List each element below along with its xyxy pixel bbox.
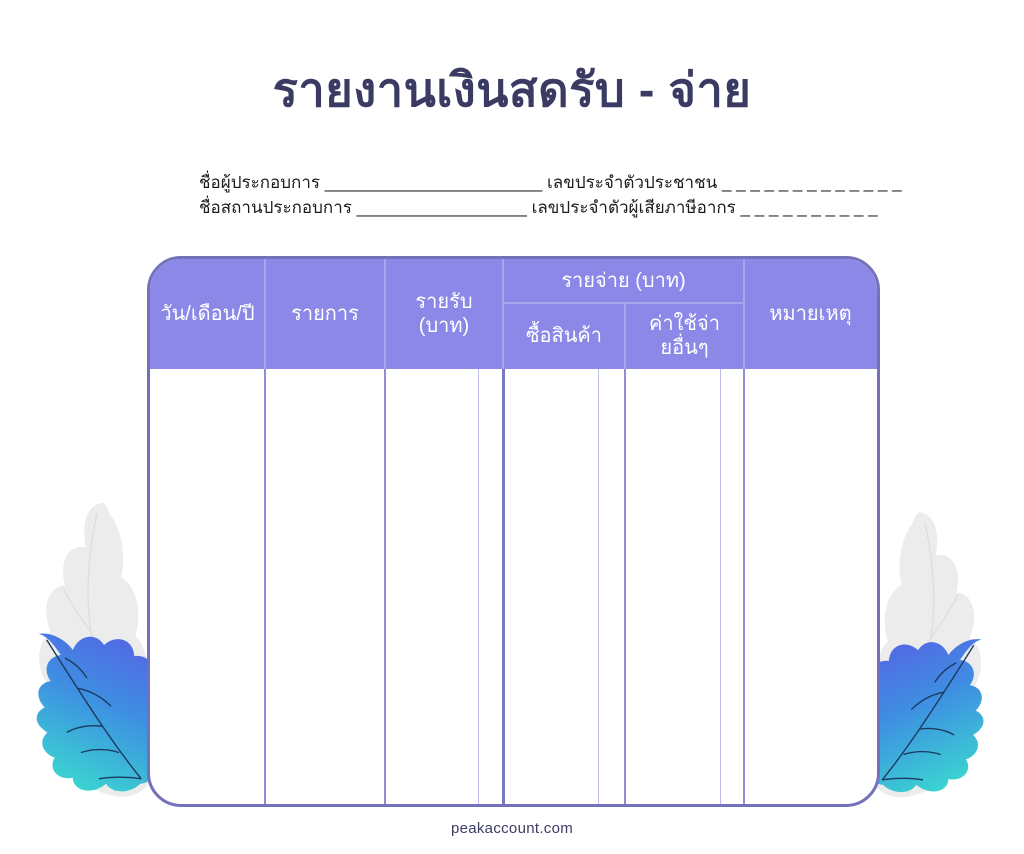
header-expense-group: รายจ่าย (บาท) bbox=[561, 270, 686, 292]
header-divider bbox=[264, 259, 266, 369]
header-divider bbox=[624, 303, 626, 369]
header-income-line1: รายรับ bbox=[415, 291, 473, 313]
header-date: วัน/เดือน/ปี bbox=[160, 303, 255, 325]
business-name-line bbox=[199, 195, 902, 220]
header-income-line2: (บาท) bbox=[418, 315, 470, 337]
operator-name-line bbox=[199, 170, 902, 195]
header-divider bbox=[503, 302, 744, 304]
website-footer: peakaccount.com bbox=[450, 820, 574, 837]
cash-report-table bbox=[147, 256, 880, 807]
cell-area-note[interactable] bbox=[745, 369, 877, 804]
cell-area-date[interactable] bbox=[150, 369, 264, 804]
header-income bbox=[385, 259, 503, 369]
header-divider bbox=[502, 259, 504, 369]
header-item: รายการ bbox=[291, 303, 359, 325]
header-expense-other: ค่าใช้จ่ายอื่นๆ bbox=[649, 313, 720, 359]
cell-area-item[interactable] bbox=[266, 369, 384, 804]
citizen-id-blank[interactable]: _ _ _ _ _ _ _ _ _ _ _ _ _ bbox=[722, 173, 902, 192]
cell-area-income[interactable] bbox=[386, 369, 502, 804]
table-header bbox=[150, 259, 877, 369]
tax-id-blank[interactable]: _ _ _ _ _ _ _ _ _ _ bbox=[740, 198, 878, 217]
page-title: รายงานเงินสดรับ - จ่าย bbox=[272, 63, 752, 116]
business-name-label: ชื่อสถานประกอบการ bbox=[199, 198, 352, 217]
header-divider bbox=[384, 259, 386, 369]
operator-info bbox=[199, 170, 902, 220]
business-name-blank[interactable]: __________________ bbox=[356, 198, 527, 217]
cell-area-expense-goods[interactable] bbox=[505, 369, 624, 804]
operator-name-label: ชื่อผู้ประกอบการ bbox=[199, 173, 321, 192]
header-expense-goods: ซื้อสินค้า bbox=[525, 325, 603, 347]
citizen-id-label: เลขประจำตัวประชาชน bbox=[546, 173, 718, 192]
tax-id-label: เลขประจำตัวผู้เสียภาษีอากร bbox=[531, 198, 736, 217]
cell-area-expense-other[interactable] bbox=[626, 369, 743, 804]
header-note: หมายเหตุ bbox=[769, 303, 852, 325]
operator-name-blank[interactable]: _______________________ bbox=[324, 173, 543, 192]
header-divider bbox=[743, 259, 745, 369]
